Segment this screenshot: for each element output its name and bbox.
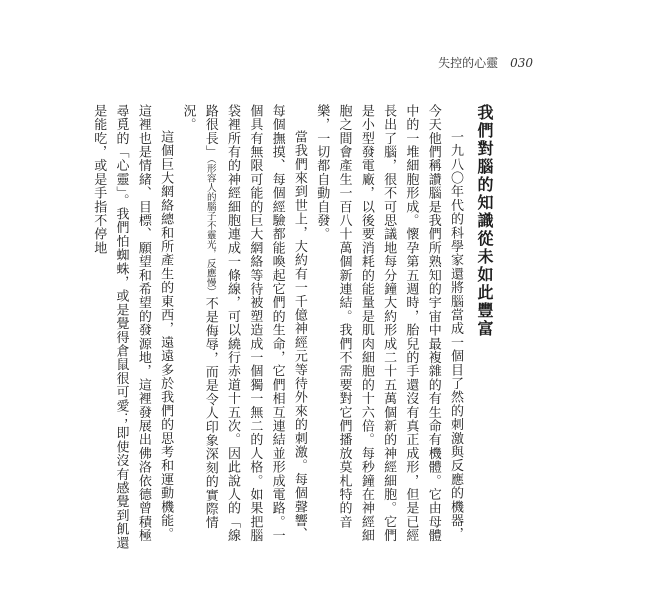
paragraph-1: 一九八〇年代的科學家還將腦當成一個目了然的刺激與反應的機器，今天他們稱讚腦是我們所熟知的宇宙中最複雜的有生命有機體。它由母體中的一堆細胞形成。懷孕第五週時，胎兒的手還沒有真正成形，但是已經長出了腦，很不可思議地每分鐘大約形成二十五萬個新的神經細胞。它們是小型發電廠，以後要消耗的能量是肌肉細胞的十六倍。每秒鐘在神經細胞之間會產生一百八十萬個新連結。我們不需要對它們播放莫札特的音樂，一切都自動自發。 xyxy=(314,104,463,543)
paragraph-2-note: （形容人的腦子不靈光，反應慢） xyxy=(204,158,216,297)
vertical-text-block xyxy=(91,104,496,554)
section-title: 我們對腦的知識從未如此豐富 xyxy=(475,104,494,338)
page-number: 030 xyxy=(510,56,533,70)
page-header xyxy=(438,54,533,71)
paragraph-3: 這個巨大網絡總和所產生的東西，遠遠多於我們的思考和運動機能。這裡也是情緒、目標、願望和希望的發源地，這裡發展出佛洛依德曾積極尋覓的「心靈」。我們怕蜘蛛，或是覺得倉鼠很可愛；即使沒有感覺到飢還是能吃，或是手指不停地 xyxy=(91,104,174,550)
paragraph-2 xyxy=(176,104,310,554)
paragraph-2-text: 當我們來到世上，大約有一千億神經元等待外來的刺激。每個聲響、每個撫摸、每個經驗都能喚起它們的生命，它們相互連結並形成電路。一個具有無限可能的巨大網絡等待被塑造成一個獨一無二的人格。如果把腦袋裡所有的神經細胞連成一條線，可以繞行赤道十五次。因此說人的「線路很長」 xyxy=(202,104,307,543)
running-title: 失控的心靈 xyxy=(438,56,499,70)
paragraph-2-tail: 不是侮辱，而是令人印象深刻的實際情況。 xyxy=(180,104,218,530)
